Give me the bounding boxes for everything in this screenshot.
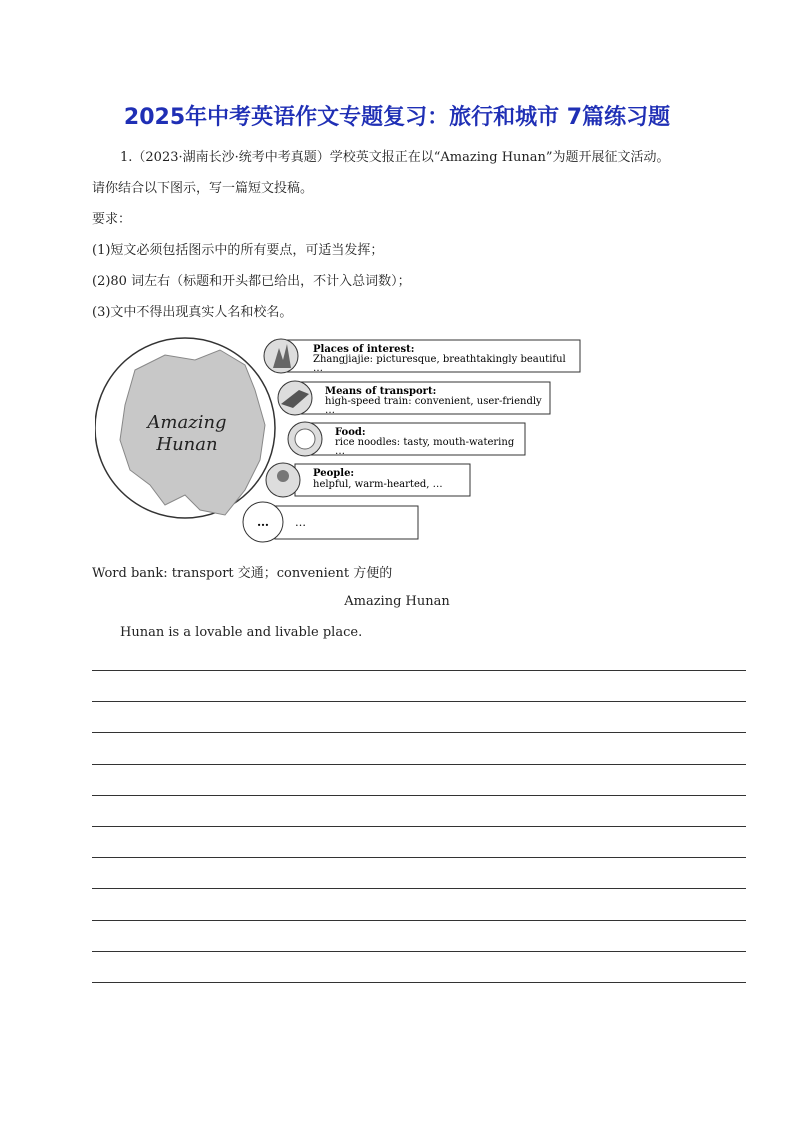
question-instruction: 请你结合以下图示，写一篇短文投稿。 [92, 181, 314, 196]
writing-line [92, 920, 746, 921]
writing-line [92, 826, 746, 827]
map-label-line2: Hunan [156, 434, 218, 455]
writing-line [92, 982, 746, 983]
requirement-3: (3)文中不得出现真实人名和校名。 [92, 305, 293, 320]
writing-line [92, 857, 746, 858]
word-bank: Word bank: transport 交通；convenient 方便的 [92, 566, 393, 581]
box-more-detail: … [295, 516, 306, 529]
essay-opening: Hunan is a lovable and livable place. [120, 625, 363, 640]
writing-line [92, 732, 746, 733]
box-places-more: … [313, 363, 323, 374]
requirements-heading: 要求： [92, 212, 132, 227]
box-transport-heading: Means of transport: [325, 386, 437, 397]
box-people-heading: People: [313, 468, 355, 479]
writing-line [92, 888, 746, 889]
writing-line [92, 795, 746, 796]
writing-line [92, 764, 746, 765]
box-places-heading: Places of interest: [313, 344, 415, 355]
writing-line [92, 670, 746, 671]
box-food-detail: rice noodles: tasty, mouth-watering [335, 437, 515, 448]
box-places-detail: Zhangjiajie: picturesque, breathtakingly beautiful [313, 354, 566, 365]
box-people-detail: helpful, warm-hearted, … [313, 479, 443, 490]
writing-line [92, 701, 746, 702]
map-label-line1: Amazing [147, 412, 227, 433]
person-icon [277, 470, 289, 482]
question-intro: 1.（2023·湖南长沙·统考中考真题）学校英文报正在以“Amazing Hunan”为题开展征文活动。 [120, 150, 670, 165]
requirement-2: (2)80 词左右（标题和开头都已给出，不计入总词数）； [92, 274, 411, 289]
more-circle-text: … [257, 515, 269, 529]
writing-line [92, 951, 746, 952]
box-transport-more: … [325, 405, 335, 416]
box-food-heading: Food: [335, 427, 366, 438]
noodle-bowl-icon [295, 429, 315, 449]
requirement-1: (1)短文必须包括图示中的所有要点，可适当发挥； [92, 243, 384, 258]
hunan-diagram [95, 330, 585, 545]
essay-title: Amazing Hunan [344, 594, 450, 609]
page-title: 2025年中考英语作文专题复习：旅行和城市 7篇练习题 [123, 105, 671, 130]
box-transport-detail: high-speed train: convenient, user-friendly [325, 396, 542, 407]
box-food-more: … [335, 446, 345, 457]
